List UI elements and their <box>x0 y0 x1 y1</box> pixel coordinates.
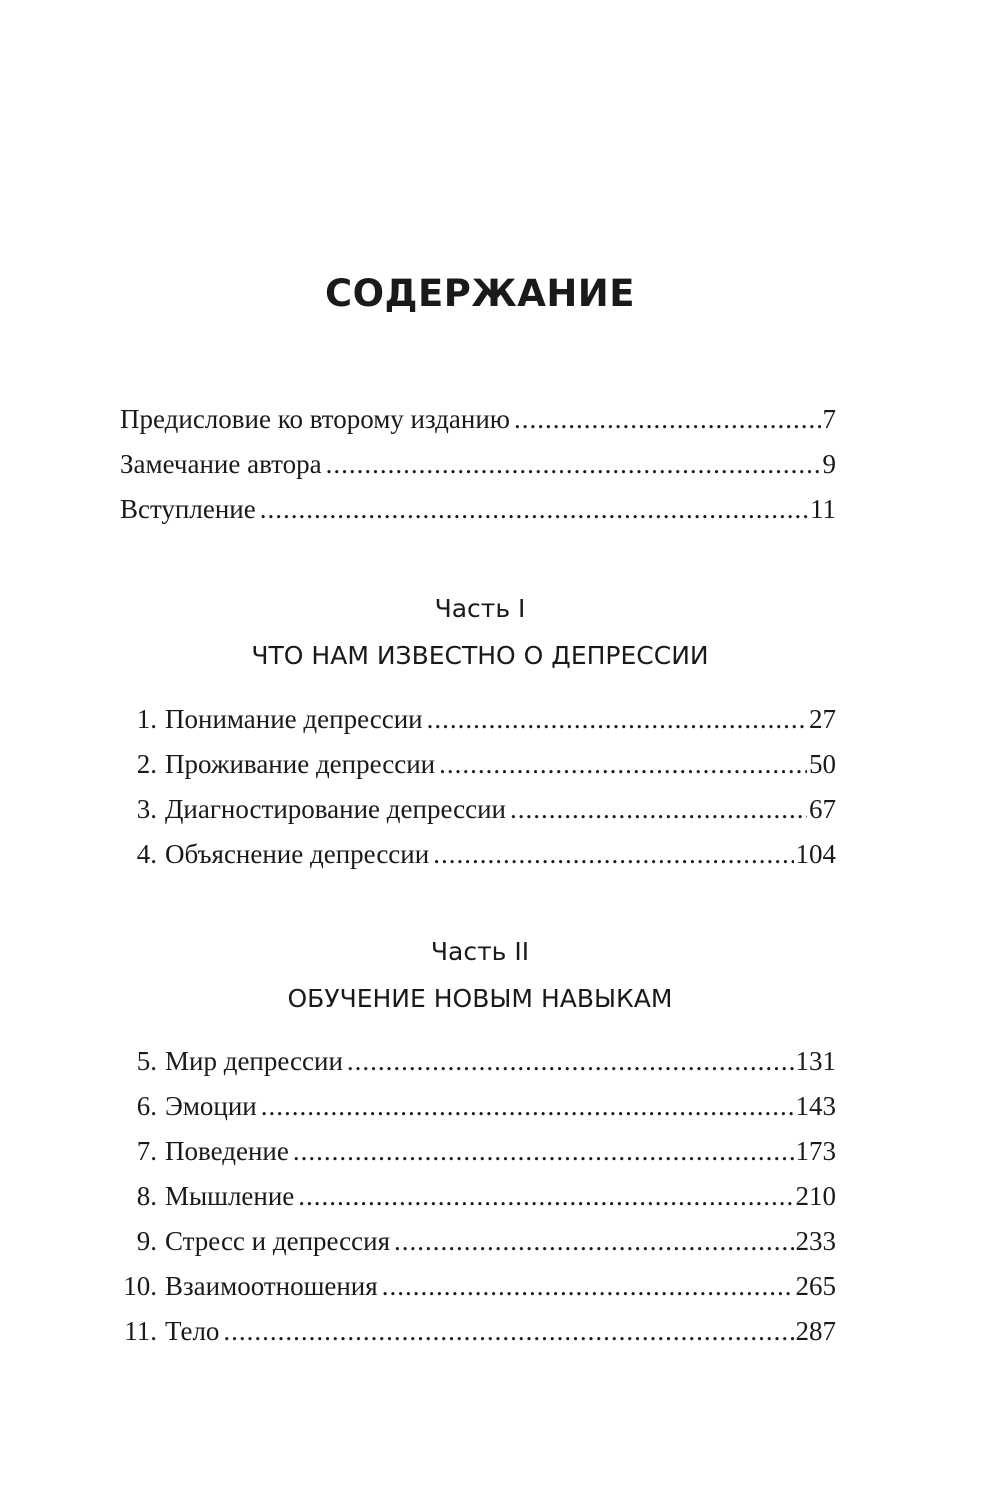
entry-label: Взаимоотношения <box>165 1271 378 1301</box>
toc-entry[interactable] <box>120 742 836 787</box>
toc-entry[interactable] <box>120 487 836 532</box>
chapter-number: 8. <box>136 1181 157 1211</box>
chapter-number: 10. <box>123 1271 157 1301</box>
entry-page: 27 <box>809 704 836 734</box>
entry-page: 11 <box>810 494 836 524</box>
chapter-number: 7. <box>136 1136 157 1166</box>
part-title: ОБУЧЕНИЕ НОВЫМ НАВЫКАМ <box>287 984 673 1013</box>
dot-leader <box>326 442 821 487</box>
dot-leader <box>223 1309 793 1354</box>
chapter-number: 2. <box>136 749 157 779</box>
dot-leader <box>439 742 807 787</box>
entry-label: Предисловие ко второму изданию <box>120 404 510 434</box>
dot-leader <box>510 787 807 832</box>
chapter-number: 3. <box>136 794 157 824</box>
dot-leader <box>298 1174 793 1219</box>
part-title: ЧТО НАМ ИЗВЕСТНО О ДЕПРЕССИИ <box>251 641 709 670</box>
toc-entry[interactable] <box>120 1084 836 1129</box>
chapter-number: 6. <box>136 1091 157 1121</box>
dot-leader <box>347 1039 794 1084</box>
part-1-chapter-list <box>120 697 836 877</box>
entry-label: Объяснение депрессии <box>165 839 430 869</box>
page-title: СОДЕРЖАНИЕ <box>324 272 636 315</box>
toc-entry[interactable] <box>120 1129 836 1174</box>
entry-label: Вступление <box>120 494 256 524</box>
part-label: Часть II <box>430 937 530 966</box>
toc-entry[interactable] <box>120 442 836 487</box>
entry-label: Мир депрессии <box>165 1046 343 1076</box>
part-2-chapter-list <box>120 1039 836 1354</box>
chapter-number: 4. <box>136 839 157 869</box>
entry-label: Проживание депрессии <box>165 749 436 779</box>
entry-page: 143 <box>795 1091 836 1121</box>
entry-page: 104 <box>795 839 836 869</box>
chapter-number: 9. <box>136 1226 157 1256</box>
toc-entry[interactable] <box>120 1264 836 1309</box>
toc-entry[interactable] <box>120 397 836 442</box>
toc-entry[interactable] <box>120 1309 836 1354</box>
toc-entry[interactable] <box>120 1174 836 1219</box>
part-label: Часть I <box>434 594 526 623</box>
entry-label: Диагностирование депрессии <box>165 794 506 824</box>
toc-entry[interactable] <box>120 1039 836 1084</box>
toc-entry[interactable] <box>120 697 836 742</box>
dot-leader <box>394 1219 793 1264</box>
entry-page: 7 <box>822 404 836 434</box>
dot-leader <box>427 697 807 742</box>
entry-label: Эмоции <box>165 1091 257 1121</box>
toc-entry[interactable] <box>120 787 836 832</box>
chapter-number: 5. <box>136 1046 157 1076</box>
dot-leader <box>514 397 821 442</box>
entry-page: 50 <box>809 749 836 779</box>
entry-page: 131 <box>795 1046 836 1076</box>
dot-leader <box>382 1264 794 1309</box>
dot-leader <box>293 1129 794 1174</box>
entry-label: Поведение <box>165 1136 289 1166</box>
entry-page: 9 <box>822 449 836 479</box>
chapter-number: 11. <box>124 1316 157 1346</box>
toc-entry[interactable] <box>120 1219 836 1264</box>
entry-page: 287 <box>795 1316 836 1346</box>
dot-leader <box>261 1084 794 1129</box>
entry-label: Замечание автора <box>120 449 322 479</box>
entry-label: Тело <box>165 1316 220 1346</box>
entry-label: Мышление <box>165 1181 295 1211</box>
front-matter-list <box>120 397 836 532</box>
chapter-number: 1. <box>136 704 157 734</box>
dot-leader <box>433 832 793 877</box>
toc-entry[interactable] <box>120 832 836 877</box>
dot-leader <box>260 487 808 532</box>
entry-label: Стресс и депрессия <box>165 1226 391 1256</box>
entry-page: 173 <box>795 1136 836 1166</box>
entry-page: 233 <box>795 1226 836 1256</box>
entry-page: 210 <box>795 1181 836 1211</box>
entry-page: 67 <box>809 794 836 824</box>
entry-page: 265 <box>795 1271 836 1301</box>
entry-label: Понимание депрессии <box>165 704 423 734</box>
